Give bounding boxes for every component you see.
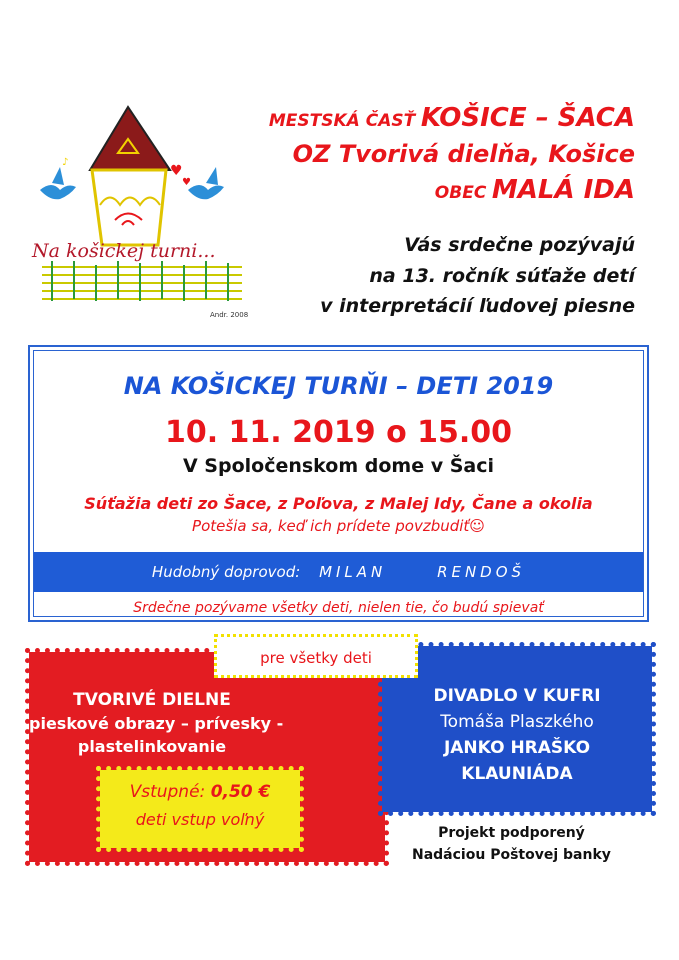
organiser-prefix: MESTSKÁ ČASŤ	[268, 111, 416, 131]
for-all-kids-label: pre všetky deti	[260, 649, 372, 667]
theatre-title: DIVADLO V KUFRI	[433, 686, 601, 706]
invitation-line: na 13. ročník súťaže detí	[369, 265, 635, 287]
event-box	[28, 345, 649, 622]
event-competitors: Súťažia deti zo Šace, z Poľova, z Malej Idy, Čane a okolia	[84, 494, 593, 513]
entry-fee-stamp	[100, 770, 300, 848]
event-logo	[30, 95, 255, 320]
sponsor-note	[412, 822, 611, 866]
accompaniment-first-name: MILAN	[319, 563, 387, 581]
svg-text:♪: ♪	[62, 157, 69, 168]
invitation-line: v interpretácií ľudovej piesne	[320, 295, 635, 317]
accompaniment-band	[34, 552, 643, 592]
event-datetime: 10. 11. 2019 o 15.00	[164, 415, 513, 450]
logo-signature: Andr. 2008	[210, 311, 249, 319]
organiser-line-3	[435, 175, 635, 205]
svg-text:♥: ♥	[182, 177, 191, 188]
entry-fee-label: Vstupné:	[129, 782, 206, 802]
entry-fee-note: deti vstup voľný	[135, 810, 265, 829]
workshops-line: pieskové obrazy – prívesky -	[29, 714, 284, 733]
for-all-kids-stamp	[214, 634, 418, 678]
invite-all-kids: Srdečne pozývame všetky deti, nielen tie, čo budú spievať	[133, 600, 544, 616]
organiser-prefix: OBEC	[434, 183, 487, 203]
workshops-title: TVORIVÉ DIELNE	[73, 690, 231, 710]
accompaniment-label: Hudobný doprovod:	[151, 563, 301, 581]
theatre-show: JANKO HRAŠKO	[443, 738, 591, 758]
workshops-line: plastelinkovanie	[77, 737, 227, 756]
sponsor-line: Nadáciou Poštovej banky	[412, 847, 611, 863]
event-venue: V Spoločenskom dome v Šaci	[182, 455, 495, 477]
invitation-line: Vás srdečne pozývajú	[404, 234, 635, 256]
event-cheer: Potešia sa, keď ich prídete povzbudiť☺	[192, 517, 485, 535]
entry-fee-amount: 0,50 €	[210, 782, 271, 802]
theatre-type: KLAUNIÁDA	[461, 764, 573, 784]
organiser-name: MALÁ IDA	[491, 175, 635, 205]
organiser-name: KOŠICE – ŠACA	[420, 103, 635, 133]
svg-text:♥: ♥	[170, 163, 183, 179]
organiser-line-2: OZ Tvorivá dielňa, Košice	[292, 140, 635, 168]
entry-fee-line	[100, 782, 300, 802]
event-title: NA KOŠICKEJ TURŇI – DETI 2019	[123, 372, 554, 400]
theatre-author: Tomáša Plaszkého	[440, 712, 594, 732]
sponsor-line: Projekt podporený	[438, 825, 585, 841]
organiser-line-1	[269, 103, 635, 133]
theatre-stamp	[382, 646, 652, 812]
logo-caption: Na košickej turni...	[32, 240, 216, 262]
accompaniment-last-name: RENDOŠ	[437, 563, 526, 581]
